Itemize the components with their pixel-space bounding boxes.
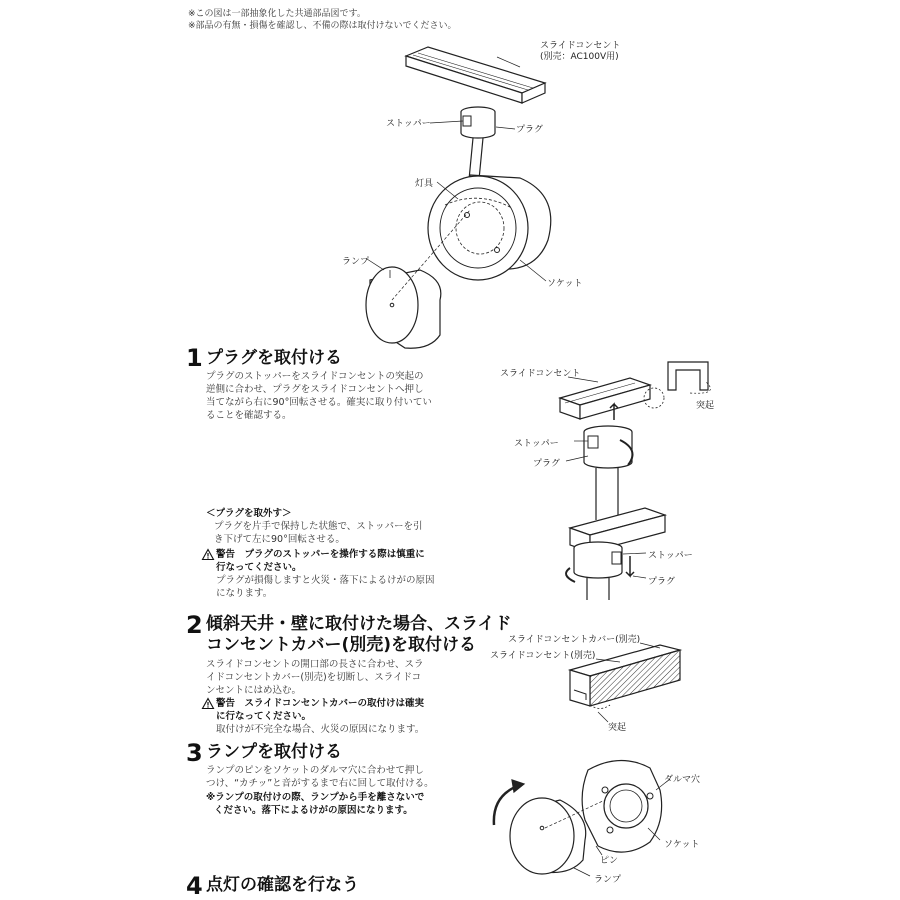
- step1-label-stopper: ストッパー: [514, 439, 559, 449]
- remove-warning-body-1: プラグが損傷しますと火災・落下によるけがの原因: [216, 575, 435, 586]
- main-label-stopper: ストッパー: [386, 119, 431, 129]
- remove-warning-body-2: になります。: [216, 588, 273, 599]
- step1-body-line-1: プラグのストッパーをスライドコンセントの突起の: [206, 371, 424, 382]
- main-label-fixture: 灯具: [415, 179, 434, 189]
- step3-body-line-2: つけ、“カチッ”と音がするまで右に回して取付ける。: [206, 778, 434, 789]
- step2-warning-line-2: に行なってください。: [216, 711, 312, 722]
- step3-label-socket: ソケット: [664, 840, 700, 850]
- step3-note-line-2: ください。落下によるけがの原因になります。: [214, 805, 413, 816]
- step2-label-outlet: スライドコンセント(別売): [490, 651, 596, 661]
- remove-warning-line-2: 行なってください。: [216, 562, 302, 573]
- main-label-socket: ソケット: [547, 279, 583, 289]
- step3-number: 3: [186, 739, 203, 767]
- step2-label-protrusion: 突起: [608, 723, 627, 733]
- remove-label-stopper: ストッパー: [648, 551, 693, 561]
- step1-body-line-2: 逆側に合わせ、プラグをスライドコンセントへ押し: [206, 384, 424, 395]
- main-label-slide-outlet: スライドコンセント: [540, 41, 621, 51]
- step3-label-lamp: ランプ: [594, 875, 622, 885]
- step3-body-line-1: ランプのピンをソケットのダルマ穴に合わせて押し: [206, 765, 424, 776]
- step2-warning-body-1: 取付けが不完全な場合、火災の原因になります。: [216, 724, 425, 735]
- step1-title: プラグを取付ける: [206, 348, 342, 368]
- step4-title: 点灯の確認を行なう: [206, 875, 359, 895]
- remove-body-line-2: き下げて左に90°回転させる。: [214, 534, 345, 545]
- step1-body-line-4: ることを確認する。: [206, 410, 292, 421]
- step3-note-line-1: ※ランプの取付けの際、ランプから手を離さないで: [206, 792, 425, 803]
- step2-body-line-3: ンセントにはめ込む。: [206, 685, 302, 696]
- step2-title-line-1: 傾斜天井・壁に取付けた場合、スライド: [206, 614, 512, 634]
- remove-body-line-1: プラグを片手で保持した状態で、ストッパーを引: [214, 521, 423, 532]
- step2-warning-line-1: 警告 スライドコンセントカバーの取付けは確実: [216, 698, 425, 709]
- step1-body-line-3: 当てながら右に90°回転させる。確実に取り付いてい: [206, 397, 432, 408]
- remove-warning-line-1: 警告 プラグのストッパーを操作する際は慎重に: [216, 549, 425, 560]
- step3-label-pin: ピン: [600, 856, 619, 866]
- step3-title: ランプを取付ける: [206, 742, 342, 762]
- main-label-slide-outlet-note: (別売：AC100V用): [540, 52, 619, 62]
- remove-label-plug: プラグ: [648, 577, 676, 587]
- step1-label-plug: プラグ: [533, 459, 561, 469]
- step3-label-keyhole: ダルマ穴: [664, 775, 701, 785]
- step2-body-line-1: スライドコンセントの開口部の長さに合わせ、スラ: [206, 659, 424, 670]
- step2-title-line-2: コンセントカバー(別売)を取付ける: [206, 635, 477, 655]
- step4-number: 4: [186, 872, 203, 900]
- main-label-lamp: ランプ: [342, 257, 370, 267]
- top-note-1: ※この図は一部抽象化した共通部品図です。: [188, 9, 366, 19]
- step1-label-protrusion: 突起: [696, 401, 715, 411]
- step2-label-cover: スライドコンセントカバー(別売): [508, 635, 641, 645]
- step1-number: 1: [186, 344, 203, 372]
- top-note-2: ※部品の有無・損傷を確認し、不備の際は取付けないでください。: [188, 21, 457, 31]
- main-label-plug: プラグ: [516, 125, 544, 135]
- step2-body-line-2: イドコンセントカバー(別売)を切断し、スライドコ: [206, 672, 422, 683]
- step1-label-slide-outlet: スライドコンセント: [500, 369, 581, 379]
- remove-title: ＜プラグを取外す＞: [206, 508, 292, 519]
- step2-number: 2: [186, 611, 203, 639]
